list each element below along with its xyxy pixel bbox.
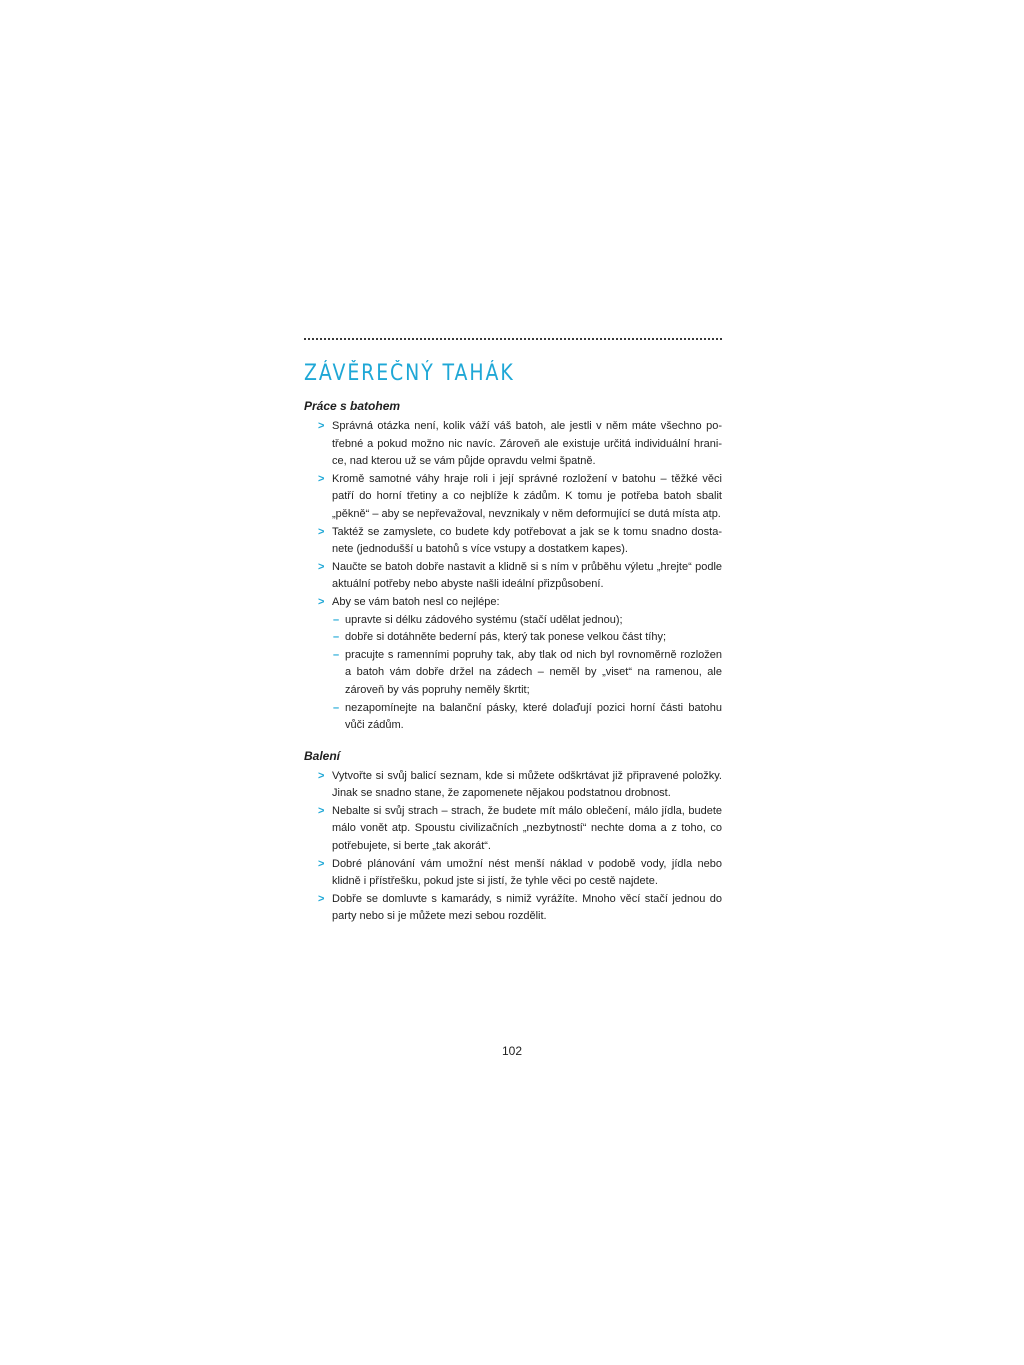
list-item: [304, 803, 722, 856]
sub-list-item: [304, 700, 722, 735]
list-item-text: Taktéž se zamyslete, co budete kdy potřebovat a jak se k tomu snadno dostanete (jednodušší u batohů s více vstupy a dostatkem kapes).: [332, 525, 722, 556]
sub-list-item-text: dobře si dotáhněte bederní pás, který tak ponese velkou část tíhy;: [345, 631, 667, 644]
bullet-marker-icon: >: [318, 804, 325, 817]
bullet-marker-icon: >: [318, 525, 325, 538]
list-item-text: Nebalte si svůj strach – strach, že budete mít málo oblečení, málo jídla, budete málo vonět atp. Spoustu civilizačních „nezbytností“ nechte doma a z toho, co potřebujete, si berte „tak akorát“.: [332, 804, 722, 853]
sub-list-item: [304, 612, 722, 630]
sub-list-item-text: upravte si délku zádového systému (stačí udělat jednou);: [345, 613, 623, 626]
list-item: [304, 471, 722, 524]
dash-marker-icon: –: [333, 701, 340, 714]
list-item-text: Správná otázka není, kolik váží váš batoh, ale jestli v něm máte všechno potřebné a pokud možno nic navíc. Zároveň ale existuje určitá individuální hranice, nad kterou už se vám půjde opravdu velmi špatně.: [332, 420, 722, 468]
sub-list-item: [304, 647, 722, 700]
sub-list-item-text: nezapomínejte na balanční pásky, které dolaďují pozici horní části batohu vůči zádům.: [345, 701, 722, 732]
bullet-marker-icon: >: [318, 769, 325, 782]
section-heading-baleni: Balení: [304, 748, 341, 763]
dash-marker-icon: –: [333, 631, 340, 644]
list-item: [304, 891, 722, 926]
dash-marker-icon: –: [333, 613, 340, 626]
list-item: [304, 559, 722, 594]
page-content: [304, 338, 722, 926]
bullet-marker-icon: >: [318, 472, 325, 485]
bullet-marker-icon: >: [318, 892, 325, 905]
page-title: ZÁVĚREČNÝ TAHÁK: [304, 361, 515, 386]
list-item: [304, 768, 722, 803]
sub-list-item-text: pracujte s ramenními popruhy tak, aby tlak od nich byl rovnoměrně rozložen a batoh vám dobře držel na zádech – neměl by „viset“ na ramenou, ale zároveň by vás popruhy neměly škrtit;: [345, 648, 722, 696]
sub-list-item: [304, 629, 722, 647]
bullet-marker-icon: >: [318, 420, 325, 432]
list-item-text: Aby se vám batoh nesl co nejlépe:: [332, 595, 500, 608]
list-item-text: Dobré plánování vám umožní nést menší náklad v podobě vody, jídla nebo klidně i přístřešku, pokud jste si jistí, že tyhle věci po cestě najdete.: [332, 857, 722, 888]
list-item-text: Dobře se domluvte s kamarády, s nimiž vyrážíte. Mnoho věcí stačí jednou do party nebo si je můžete mezi sebou rozdělit.: [332, 892, 722, 923]
list-item: [304, 418, 722, 471]
bullet-marker-icon: >: [318, 857, 325, 870]
bullet-list-baleni: [304, 768, 722, 926]
bullet-list-prace-s-batohem: [304, 418, 722, 735]
list-item-text: Vytvořte si svůj balicí seznam, kde si můžete odškrtávat již připravené položky. Jinak se snadno stane, že zapomenete nějakou podstatnou drobnost.: [332, 769, 722, 800]
bullet-marker-icon: >: [318, 595, 325, 608]
bullet-marker-icon: >: [318, 560, 325, 573]
dotted-divider: [304, 338, 722, 340]
list-item: [304, 594, 722, 735]
section-heading-prace-s-batohem: Práce s batohem: [304, 399, 401, 413]
list-item-text: Naučte se batoh dobře nastavit a klidně si s ním v průběhu výletu „hrejte“ podle aktuální potřeby nebo abyste našli ideální přizpůsobení.: [332, 560, 722, 591]
list-item: [304, 856, 722, 891]
list-item: [304, 524, 722, 559]
sub-list: [332, 612, 722, 735]
dash-marker-icon: –: [333, 648, 340, 661]
page-number: 102: [501, 1044, 523, 1058]
list-item-text: Kromě samotné váhy hraje roli i její správné rozložení v batohu – těžké věci patří do horní třetiny a co nejblíže k zádům. K tomu je potřeba batoh sbalit „pěkně“ – aby se nepřevažoval, nevznikaly v něm deformující se dutá místa atp.: [332, 472, 722, 520]
